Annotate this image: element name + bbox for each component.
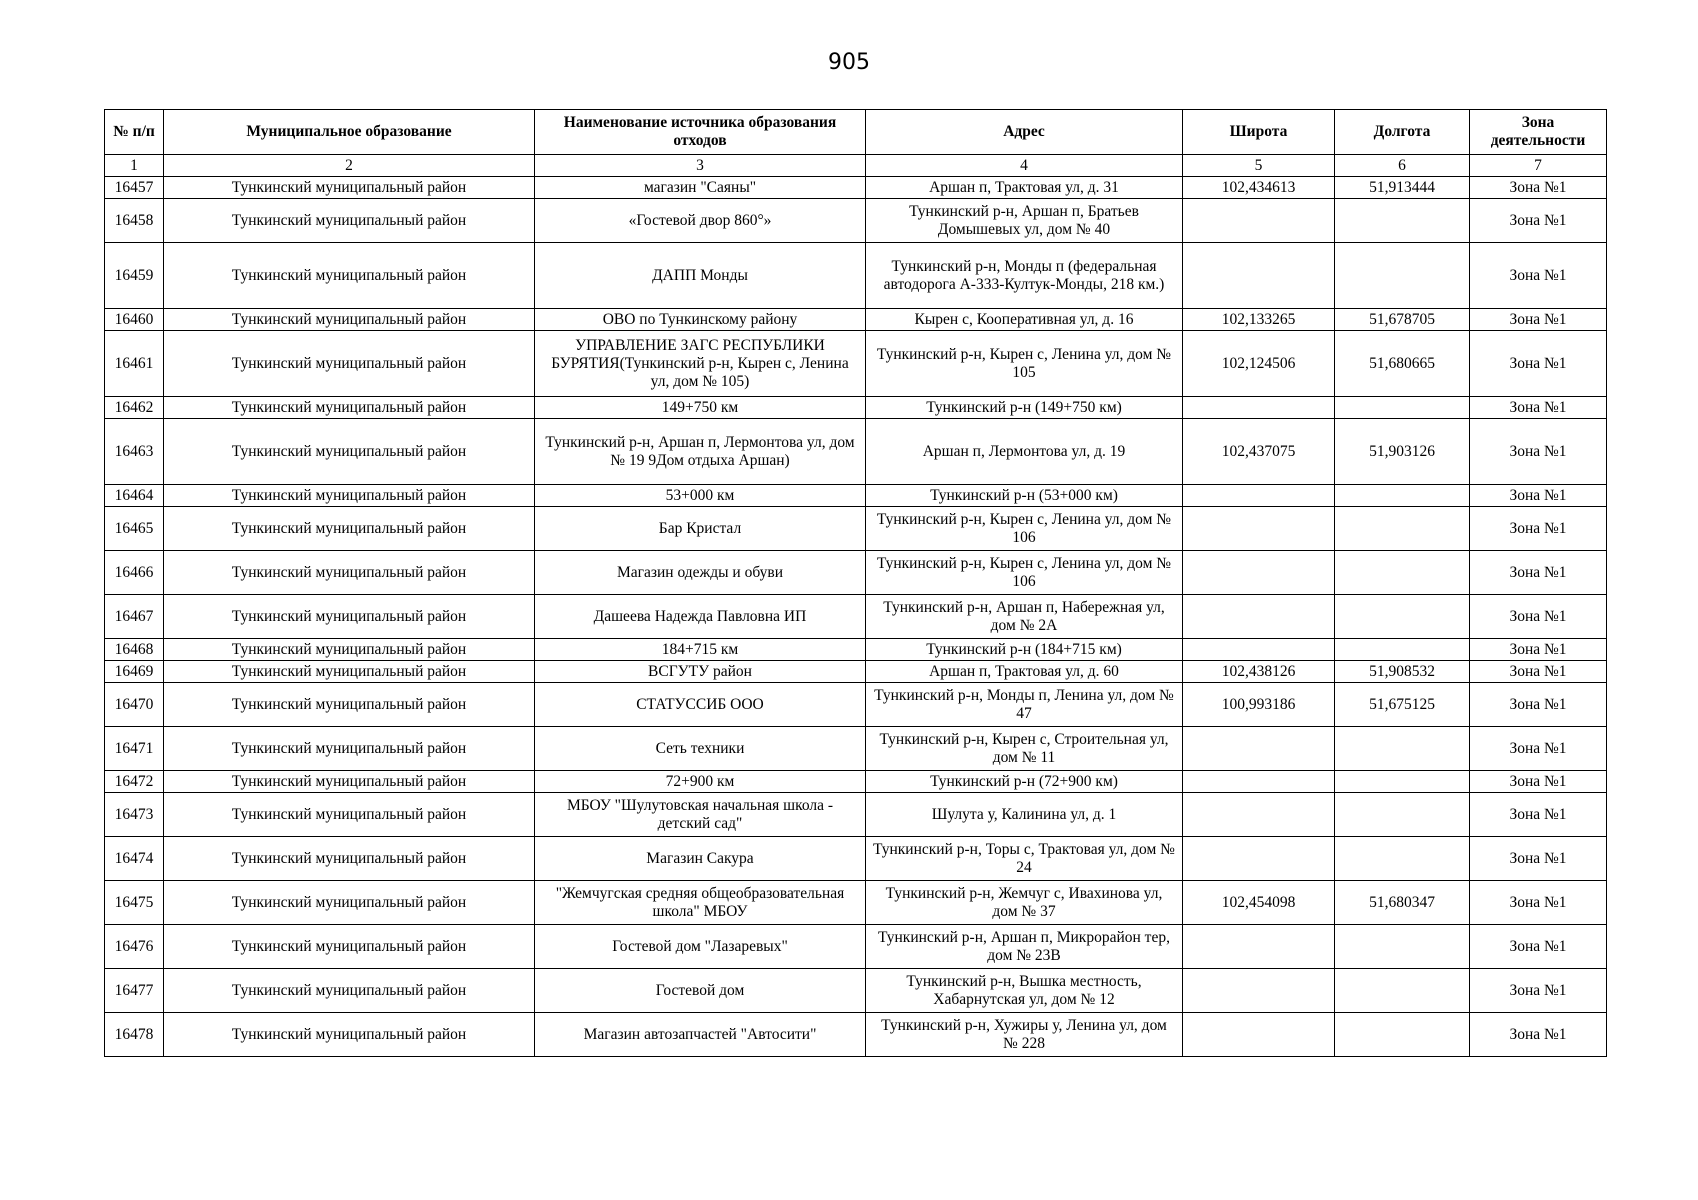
cell-address: Тункинский р-н, Кырен с, Ленина ул, дом № 105 xyxy=(866,331,1183,397)
cell-source: «Гостевой двор 860°» xyxy=(535,199,866,243)
cell-index: 16461 xyxy=(105,331,164,397)
cell-source: Магазин автозапчастей "Автосити" xyxy=(535,1013,866,1057)
cell-latitude: 102,437075 xyxy=(1183,419,1335,485)
table-row xyxy=(105,485,1607,507)
column-number: 5 xyxy=(1183,155,1335,177)
header-cell-longitude: Долгота xyxy=(1335,110,1470,155)
cell-municipality: Тункинский муниципальный район xyxy=(164,881,535,925)
cell-source: Гостевой дом "Лазаревых" xyxy=(535,925,866,969)
table-row xyxy=(105,1013,1607,1057)
cell-municipality: Тункинский муниципальный район xyxy=(164,925,535,969)
cell-municipality: Тункинский муниципальный район xyxy=(164,661,535,683)
table-row xyxy=(105,925,1607,969)
cell-municipality: Тункинский муниципальный район xyxy=(164,177,535,199)
cell-zone: Зона №1 xyxy=(1470,331,1607,397)
cell-zone: Зона №1 xyxy=(1470,639,1607,661)
cell-longitude: 51,678705 xyxy=(1335,309,1470,331)
cell-address: Тункинский р-н, Вышка местность, Хабарнутская ул, дом № 12 xyxy=(866,969,1183,1013)
cell-latitude xyxy=(1183,1013,1335,1057)
cell-zone: Зона №1 xyxy=(1470,683,1607,727)
cell-zone: Зона №1 xyxy=(1470,243,1607,309)
cell-address: Тункинский р-н, Жемчуг с, Ивахинова ул, дом № 37 xyxy=(866,881,1183,925)
header-cell-latitude: Широта xyxy=(1183,110,1335,155)
cell-index: 16478 xyxy=(105,1013,164,1057)
cell-latitude xyxy=(1183,485,1335,507)
column-number: 1 xyxy=(105,155,164,177)
table-row xyxy=(105,419,1607,485)
cell-index: 16470 xyxy=(105,683,164,727)
header-cell-municipality: Муниципальное образование xyxy=(164,110,535,155)
cell-source: Гостевой дом xyxy=(535,969,866,1013)
cell-index: 16462 xyxy=(105,397,164,419)
cell-latitude xyxy=(1183,595,1335,639)
waste-sources-table xyxy=(104,109,1607,1057)
cell-zone: Зона №1 xyxy=(1470,837,1607,881)
cell-address: Тункинский р-н (184+715 км) xyxy=(866,639,1183,661)
table-row xyxy=(105,397,1607,419)
column-number: 4 xyxy=(866,155,1183,177)
cell-source: МБОУ "Шулутовская начальная школа - детский сад" xyxy=(535,793,866,837)
cell-longitude xyxy=(1335,397,1470,419)
cell-address: Аршан п, Трактовая ул, д. 60 xyxy=(866,661,1183,683)
cell-zone: Зона №1 xyxy=(1470,397,1607,419)
cell-latitude xyxy=(1183,199,1335,243)
cell-address: Тункинский р-н, Аршан п, Братьев Домышевых ул, дом № 40 xyxy=(866,199,1183,243)
cell-zone: Зона №1 xyxy=(1470,661,1607,683)
cell-index: 16466 xyxy=(105,551,164,595)
table-row xyxy=(105,969,1607,1013)
cell-latitude: 102,133265 xyxy=(1183,309,1335,331)
cell-zone: Зона №1 xyxy=(1470,925,1607,969)
cell-latitude: 102,454098 xyxy=(1183,881,1335,925)
cell-address: Тункинский р-н, Торы с, Трактовая ул, дом № 24 xyxy=(866,837,1183,881)
cell-address: Тункинский р-н, Кырен с, Ленина ул, дом № 106 xyxy=(866,507,1183,551)
cell-index: 16471 xyxy=(105,727,164,771)
cell-longitude xyxy=(1335,595,1470,639)
cell-source: Магазин Сакура xyxy=(535,837,866,881)
cell-municipality: Тункинский муниципальный район xyxy=(164,309,535,331)
cell-address: Тункинский р-н, Монды п, Ленина ул, дом № 47 xyxy=(866,683,1183,727)
cell-index: 16477 xyxy=(105,969,164,1013)
table-row xyxy=(105,771,1607,793)
cell-latitude xyxy=(1183,243,1335,309)
table-row xyxy=(105,727,1607,771)
cell-longitude xyxy=(1335,925,1470,969)
cell-address: Аршан п, Трактовая ул, д. 31 xyxy=(866,177,1183,199)
column-number: 7 xyxy=(1470,155,1607,177)
cell-longitude xyxy=(1335,243,1470,309)
cell-latitude xyxy=(1183,639,1335,661)
cell-index: 16459 xyxy=(105,243,164,309)
cell-longitude xyxy=(1335,771,1470,793)
cell-longitude: 51,903126 xyxy=(1335,419,1470,485)
cell-zone: Зона №1 xyxy=(1470,1013,1607,1057)
table-row xyxy=(105,683,1607,727)
cell-source: ОВО по Тункинскому району xyxy=(535,309,866,331)
column-number: 6 xyxy=(1335,155,1470,177)
cell-longitude: 51,680665 xyxy=(1335,331,1470,397)
cell-longitude xyxy=(1335,793,1470,837)
cell-longitude xyxy=(1335,837,1470,881)
cell-zone: Зона №1 xyxy=(1470,419,1607,485)
cell-municipality: Тункинский муниципальный район xyxy=(164,199,535,243)
table-row xyxy=(105,331,1607,397)
header-cell-zone: Зона деятельности xyxy=(1470,110,1607,155)
cell-zone: Зона №1 xyxy=(1470,485,1607,507)
cell-municipality: Тункинский муниципальный район xyxy=(164,551,535,595)
cell-source: СТАТУССИБ ООО xyxy=(535,683,866,727)
cell-longitude xyxy=(1335,727,1470,771)
cell-source: "Жемчугская средняя общеобразовательная школа" МБОУ xyxy=(535,881,866,925)
cell-longitude xyxy=(1335,485,1470,507)
cell-municipality: Тункинский муниципальный район xyxy=(164,683,535,727)
cell-index: 16475 xyxy=(105,881,164,925)
cell-latitude xyxy=(1183,507,1335,551)
cell-zone: Зона №1 xyxy=(1470,177,1607,199)
cell-source: ВСГУТУ район xyxy=(535,661,866,683)
cell-municipality: Тункинский муниципальный район xyxy=(164,793,535,837)
cell-zone: Зона №1 xyxy=(1470,309,1607,331)
cell-source: УПРАВЛЕНИЕ ЗАГС РЕСПУБЛИКИ БУРЯТИЯ(Тункинский р-н, Кырен с, Ленина ул, дом № 105) xyxy=(535,331,866,397)
cell-source: Тункинский р-н, Аршан п, Лермонтова ул, дом № 19 9Дом отдыха Аршан) xyxy=(535,419,866,485)
cell-index: 16476 xyxy=(105,925,164,969)
table-row xyxy=(105,177,1607,199)
table-row xyxy=(105,661,1607,683)
column-number-row xyxy=(105,155,1607,177)
table-row xyxy=(105,507,1607,551)
cell-address: Тункинский р-н, Хужиры у, Ленина ул, дом № 228 xyxy=(866,1013,1183,1057)
cell-municipality: Тункинский муниципальный район xyxy=(164,485,535,507)
cell-longitude: 51,913444 xyxy=(1335,177,1470,199)
cell-source: Сеть техники xyxy=(535,727,866,771)
cell-address: Тункинский р-н, Кырен с, Ленина ул, дом № 106 xyxy=(866,551,1183,595)
cell-longitude xyxy=(1335,507,1470,551)
cell-index: 16467 xyxy=(105,595,164,639)
cell-address: Шулута у, Калинина ул, д. 1 xyxy=(866,793,1183,837)
cell-longitude xyxy=(1335,551,1470,595)
cell-index: 16463 xyxy=(105,419,164,485)
cell-address: Тункинский р-н (149+750 км) xyxy=(866,397,1183,419)
cell-address: Кырен с, Кооперативная ул, д. 16 xyxy=(866,309,1183,331)
cell-zone: Зона №1 xyxy=(1470,199,1607,243)
table-row xyxy=(105,595,1607,639)
cell-longitude xyxy=(1335,1013,1470,1057)
cell-municipality: Тункинский муниципальный район xyxy=(164,727,535,771)
cell-source: Бар Кристал xyxy=(535,507,866,551)
cell-zone: Зона №1 xyxy=(1470,793,1607,837)
cell-index: 16469 xyxy=(105,661,164,683)
cell-zone: Зона №1 xyxy=(1470,771,1607,793)
cell-source: 72+900 км xyxy=(535,771,866,793)
table-row xyxy=(105,551,1607,595)
cell-latitude xyxy=(1183,551,1335,595)
cell-latitude: 102,434613 xyxy=(1183,177,1335,199)
cell-index: 16472 xyxy=(105,771,164,793)
table-row xyxy=(105,881,1607,925)
cell-address: Тункинский р-н, Монды п (федеральная автодорога А-333-Култук-Монды, 218 км.) xyxy=(866,243,1183,309)
cell-source: Магазин одежды и обуви xyxy=(535,551,866,595)
cell-municipality: Тункинский муниципальный район xyxy=(164,639,535,661)
cell-index: 16474 xyxy=(105,837,164,881)
cell-index: 16460 xyxy=(105,309,164,331)
cell-latitude xyxy=(1183,837,1335,881)
cell-latitude xyxy=(1183,925,1335,969)
table-row xyxy=(105,309,1607,331)
table-row xyxy=(105,639,1607,661)
cell-address: Тункинский р-н, Аршан п, Микрорайон тер, дом № 23В xyxy=(866,925,1183,969)
cell-index: 16457 xyxy=(105,177,164,199)
cell-index: 16473 xyxy=(105,793,164,837)
table-row xyxy=(105,793,1607,837)
cell-source: Дашеева Надежда Павловна ИП xyxy=(535,595,866,639)
cell-latitude xyxy=(1183,771,1335,793)
cell-index: 16464 xyxy=(105,485,164,507)
cell-zone: Зона №1 xyxy=(1470,507,1607,551)
cell-municipality: Тункинский муниципальный район xyxy=(164,1013,535,1057)
cell-municipality: Тункинский муниципальный район xyxy=(164,595,535,639)
cell-zone: Зона №1 xyxy=(1470,969,1607,1013)
cell-address: Тункинский р-н (72+900 км) xyxy=(866,771,1183,793)
cell-latitude: 102,438126 xyxy=(1183,661,1335,683)
cell-address: Тункинский р-н (53+000 км) xyxy=(866,485,1183,507)
cell-municipality: Тункинский муниципальный район xyxy=(164,837,535,881)
cell-zone: Зона №1 xyxy=(1470,551,1607,595)
cell-zone: Зона №1 xyxy=(1470,881,1607,925)
cell-latitude xyxy=(1183,727,1335,771)
cell-longitude: 51,675125 xyxy=(1335,683,1470,727)
header-cell-index: № п/п xyxy=(105,110,164,155)
table-body xyxy=(105,177,1607,1057)
cell-longitude xyxy=(1335,969,1470,1013)
cell-longitude: 51,908532 xyxy=(1335,661,1470,683)
cell-latitude: 100,993186 xyxy=(1183,683,1335,727)
page-number: 905 xyxy=(828,50,870,75)
table-row xyxy=(105,199,1607,243)
cell-municipality: Тункинский муниципальный район xyxy=(164,331,535,397)
cell-latitude xyxy=(1183,793,1335,837)
cell-address: Аршан п, Лермонтова ул, д. 19 xyxy=(866,419,1183,485)
column-number: 2 xyxy=(164,155,535,177)
cell-latitude xyxy=(1183,969,1335,1013)
cell-source: 184+715 км xyxy=(535,639,866,661)
cell-longitude xyxy=(1335,639,1470,661)
header-cell-address: Адрес xyxy=(866,110,1183,155)
cell-municipality: Тункинский муниципальный район xyxy=(164,397,535,419)
cell-index: 16468 xyxy=(105,639,164,661)
cell-source: магазин "Саяны" xyxy=(535,177,866,199)
cell-source: 149+750 км xyxy=(535,397,866,419)
cell-index: 16465 xyxy=(105,507,164,551)
cell-latitude xyxy=(1183,397,1335,419)
cell-latitude: 102,124506 xyxy=(1183,331,1335,397)
cell-longitude xyxy=(1335,199,1470,243)
cell-municipality: Тункинский муниципальный район xyxy=(164,969,535,1013)
cell-zone: Зона №1 xyxy=(1470,595,1607,639)
cell-municipality: Тункинский муниципальный район xyxy=(164,507,535,551)
column-number: 3 xyxy=(535,155,866,177)
cell-address: Тункинский р-н, Кырен с, Строительная ул, дом № 11 xyxy=(866,727,1183,771)
table-row xyxy=(105,837,1607,881)
cell-municipality: Тункинский муниципальный район xyxy=(164,419,535,485)
cell-source: ДАПП Монды xyxy=(535,243,866,309)
cell-index: 16458 xyxy=(105,199,164,243)
cell-longitude: 51,680347 xyxy=(1335,881,1470,925)
header-row xyxy=(105,110,1607,155)
cell-address: Тункинский р-н, Аршан п, Набережная ул, дом № 2А xyxy=(866,595,1183,639)
cell-zone: Зона №1 xyxy=(1470,727,1607,771)
header-cell-source: Наименование источника образования отходов xyxy=(535,110,866,155)
table-row xyxy=(105,243,1607,309)
cell-municipality: Тункинский муниципальный район xyxy=(164,243,535,309)
cell-source: 53+000 км xyxy=(535,485,866,507)
cell-municipality: Тункинский муниципальный район xyxy=(164,771,535,793)
